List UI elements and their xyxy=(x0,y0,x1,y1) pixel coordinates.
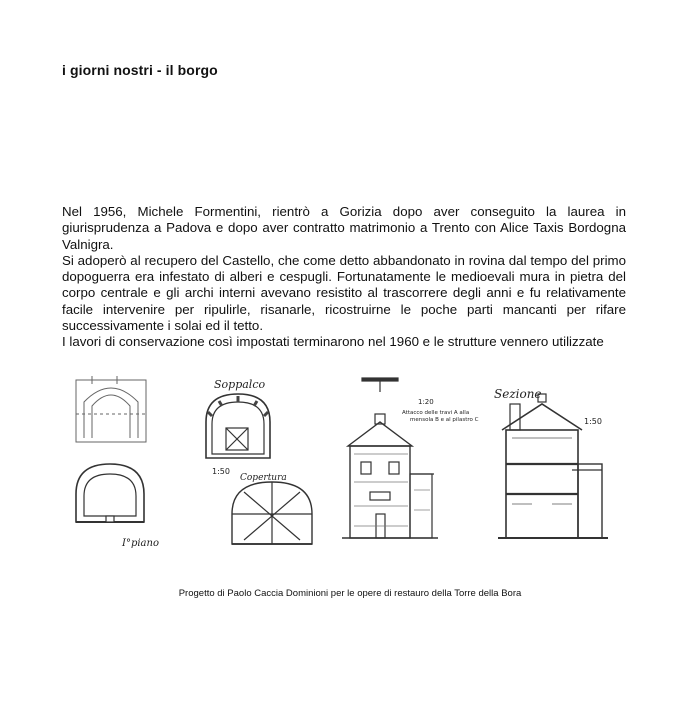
label-scale-2: 1:50 xyxy=(584,417,602,426)
roof-plan-drawing xyxy=(232,482,312,544)
label-copertura: Copertura xyxy=(240,473,287,483)
page-heading: i giorni nostri - il borgo xyxy=(62,62,218,78)
label-note-line-1: Attacco delle travi A alla xyxy=(402,410,470,416)
architectural-drawings xyxy=(62,364,622,564)
label-scale-1: 1:50 xyxy=(212,467,230,476)
plan-upper-left-drawing xyxy=(76,376,146,442)
section-drawing xyxy=(498,394,608,538)
label-first-floor: I°piano xyxy=(122,538,159,549)
paragraph-3: I lavori di conservazione così impostati terminarono nel 1960 e le strutture vennero utilizzate xyxy=(62,334,604,350)
paragraph-2: Si adoperò al recupero del Castello, che come detto abbandonato in rovina dal tempo del primo dopoguerra era infestato di alberi e cespugli. Fortunatamente le medioevali mura in pietra del corpo centrale e gli archi interni avevano resistito al trascorrere degli anni e fu relativamente facile intervenire per ripulirle, risanarle, ricostruirne le poche parti mancanti per rifare successivamente i solai ed il tetto. xyxy=(62,252,626,334)
first-floor-plan-drawing xyxy=(76,464,144,522)
label-scale-3: 1:20 xyxy=(418,398,434,406)
label-soppalco: Soppalco xyxy=(214,378,266,391)
mezzanine-plan-drawing xyxy=(206,394,270,458)
paragraph-1: Nel 1956, Michele Formentini, rientrò a Gorizia dopo aver conseguito la laurea in giurisprudenza a Padova e dopo aver contratto matrimonio a Trento con Alice Taxis Bordogna Valnigra. xyxy=(62,204,626,252)
body-text xyxy=(62,204,626,351)
figure-caption: Progetto di Paolo Caccia Dominioni per le opere di restauro della Torre della Bora xyxy=(178,588,522,599)
label-note-line-2: mensola B e al pilastro C xyxy=(410,417,479,423)
drawings-svg xyxy=(62,364,622,564)
label-sezione: Sezione xyxy=(494,387,542,401)
